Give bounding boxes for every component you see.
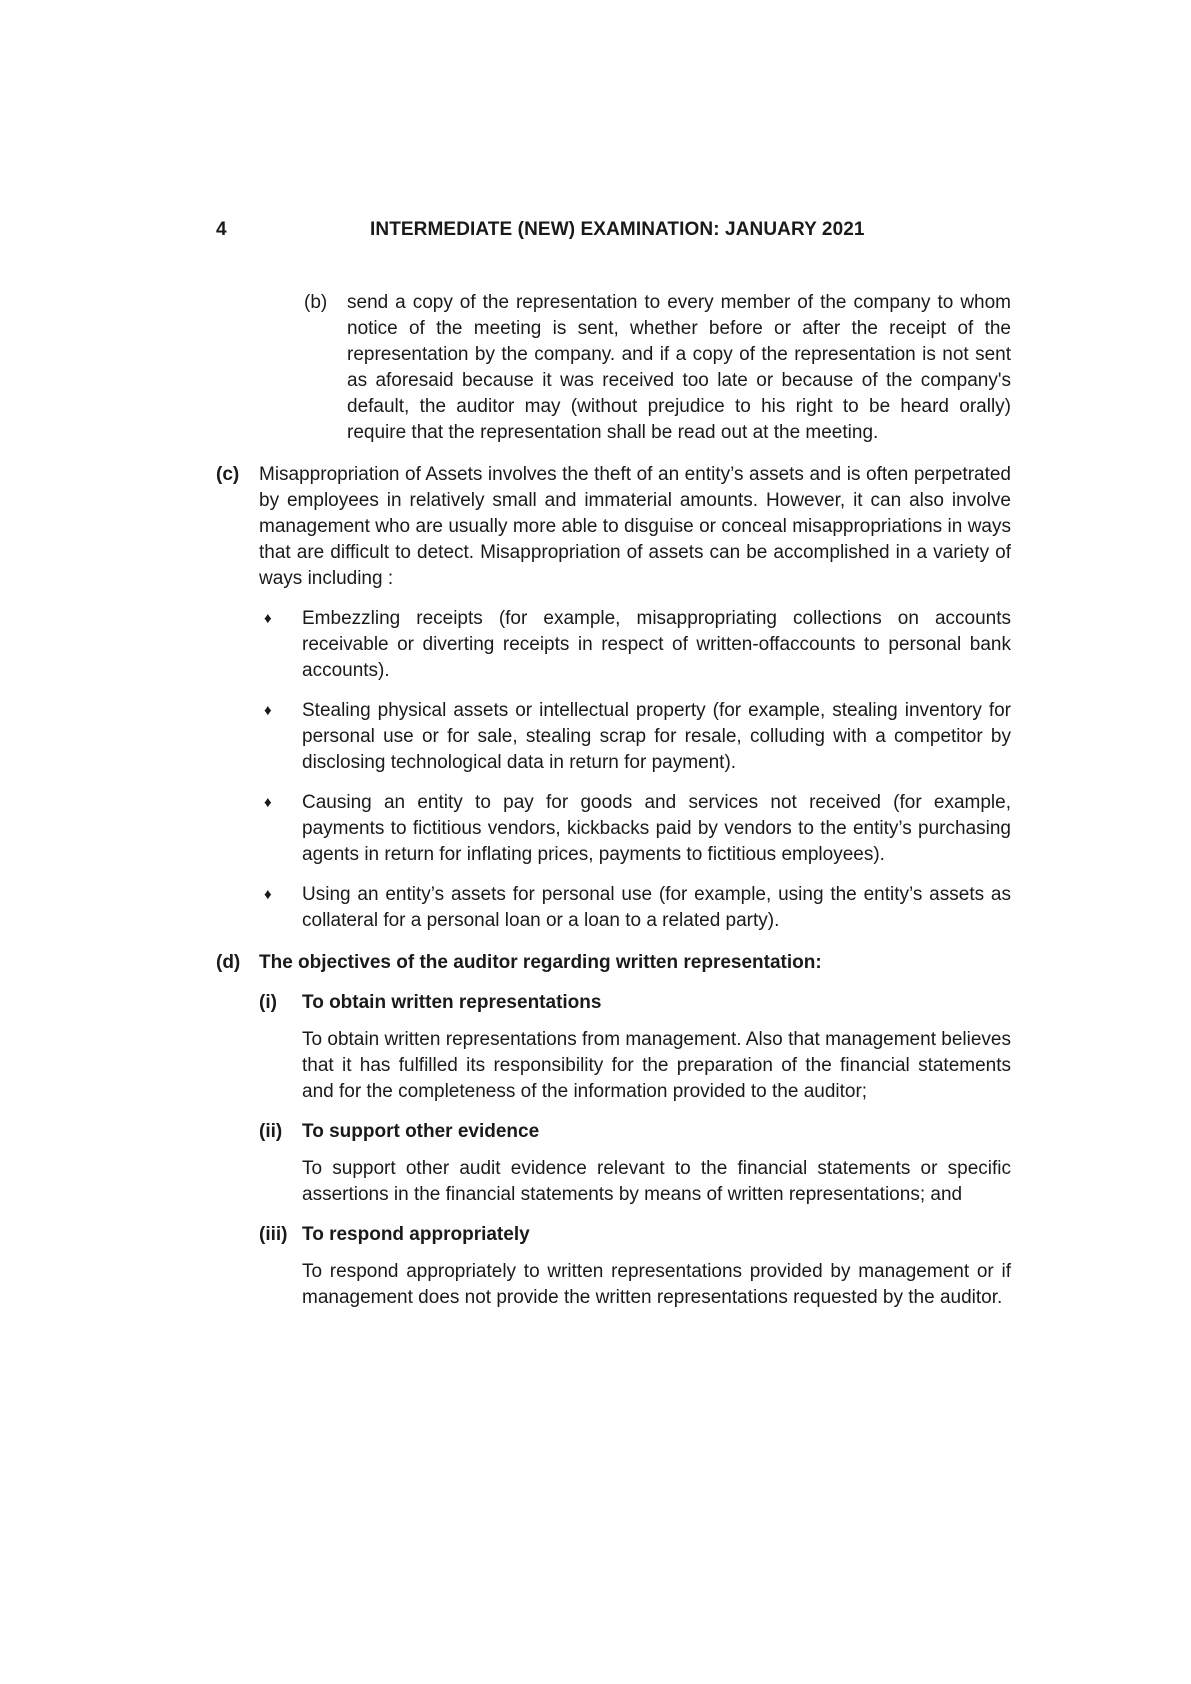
objective-text: To respond appropriately to written representations provided by management or if management does not provide the written representations requested by the auditor. — [302, 1261, 1011, 1308]
section-c — [216, 462, 1011, 934]
section-d-title: The objectives of the auditor regarding written representation: — [259, 952, 822, 973]
objective-text: To obtain written representations from management. Also that management believes that it has fulfilled its responsibility for the preparation of the financial statements and for the completeness of the information provided to the auditor; — [302, 1029, 1011, 1102]
bullet-text: Embezzling receipts (for example, misappropriating collections on accounts receivable or diverting receipts in respect of written-offaccounts to personal bank accounts). — [302, 608, 1011, 681]
section-d-body — [259, 950, 1011, 1311]
section-c-intro: Misappropriation of Assets involves the theft of an entity’s assets and is often perpetrated by employees in relatively small and immaterial amounts. However, it can also involve management who are usually more able to disguise or conceal misappropriations in ways that are difficult to detect. Misappropriation of assets can be accomplished in a variety of ways including : — [259, 464, 1011, 589]
list-item — [259, 790, 1011, 868]
objective-text: To support other audit evidence relevant to the financial statements or specific assertions in the financial statements by means of written representations; and — [302, 1158, 1011, 1205]
page-content — [216, 290, 1011, 1311]
misappropriation-bullet-list — [259, 606, 1011, 934]
section-c-body — [259, 462, 1011, 934]
diamond-bullet-icon: ♦ — [264, 702, 272, 719]
bullet-text: Stealing physical assets or intellectual property (for example, stealing inventory for personal use or for sale, stealing scrap for resale, colluding with a competitor by disclosing technological data in return for payment). — [302, 700, 1011, 773]
item-b-text: send a copy of the representation to every member of the company to whom notice of the meeting is sent, whether before or after the receipt of the representation by the company. and if a copy of the representation is not sent as aforesaid because it was received too late or because of the company's default, the auditor may (without prejudice to his right to be heard orally) require that the representation shall be read out at the meeting. — [347, 292, 1011, 443]
item-b — [216, 290, 1011, 446]
list-item — [259, 606, 1011, 684]
diamond-bullet-icon: ♦ — [264, 610, 272, 627]
objective-heading: To obtain written representations — [302, 992, 602, 1013]
section-d-marker: (d) — [216, 952, 241, 973]
item-b-marker: (b) — [304, 292, 328, 313]
diamond-bullet-icon: ♦ — [264, 886, 272, 903]
section-c-marker: (c) — [216, 464, 240, 485]
diamond-bullet-icon: ♦ — [264, 794, 272, 811]
objective-heading: To respond appropriately — [302, 1224, 530, 1245]
objective-marker: (ii) — [259, 1121, 283, 1142]
objective-marker: (iii) — [259, 1224, 288, 1245]
list-item — [259, 882, 1011, 934]
bullet-text: Causing an entity to pay for goods and services not received (for example, payments to fictitious vendors, kickbacks paid by vendors to the entity’s purchasing agents in return for inflating prices, payments to fictitious employees). — [302, 792, 1011, 865]
objective-item — [259, 990, 1011, 1105]
objective-marker: (i) — [259, 992, 277, 1013]
objective-item — [259, 1119, 1011, 1208]
bullet-text: Using an entity’s assets for personal use (for example, using the entity’s assets as collateral for a personal loan or a loan to a related party). — [302, 884, 1011, 931]
section-d — [216, 950, 1011, 1311]
page-number: 4 — [216, 219, 227, 240]
objective-item — [259, 1222, 1011, 1311]
list-item — [259, 698, 1011, 776]
objective-heading: To support other evidence — [302, 1121, 540, 1142]
page-header-title: INTERMEDIATE (NEW) EXAMINATION: JANUARY 2021 — [370, 219, 865, 240]
